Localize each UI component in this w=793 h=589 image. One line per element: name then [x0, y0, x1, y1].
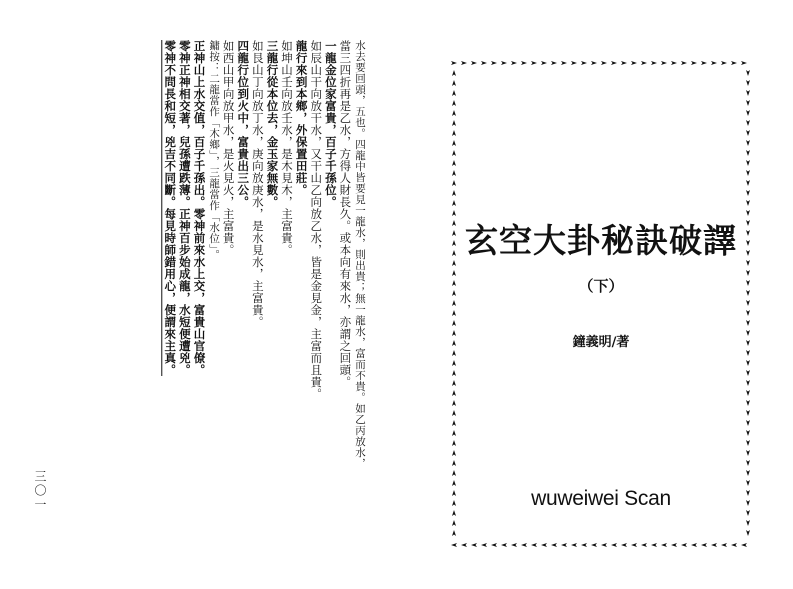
text-column: 如艮山丁向放丁水，庚向放庚水，是水見水，主富貴。: [250, 40, 265, 328]
text-column: 正神山上水交值，百子千孫出。零神前來水上交，富貴山官僚。: [192, 40, 207, 376]
text-column: 如辰山干向放干水，又干山乙向放乙水，皆是金見金，主富而且貴。: [309, 40, 324, 400]
text-column: 龍行來到本鄉，外保置田莊。: [294, 40, 309, 196]
text-column: 四龍行位到火中，富貴出三公。: [236, 40, 251, 208]
text-column: 如西山甲向放甲水，是火見火，主富貴。: [221, 40, 236, 256]
text-column: 三龍行從本位去，金玉家無數。: [265, 40, 280, 208]
author-line: 鐘義明/著: [572, 335, 630, 350]
book-cover: [448, 57, 754, 551]
text-column: 如坤山壬向放壬水，是木見木，主富貴。: [280, 40, 295, 256]
text-column: 當三四折再是乙水，方得人財長久。或本向有來水，亦謂之回頭。: [338, 40, 353, 388]
text-column: 零神不問長和短，兇吉不同斷。每見時師錯用心，便謂來主真。: [163, 40, 178, 376]
text-column: 鏞按：二龍當作「木鄉」，三龍當作「水位」。: [208, 40, 221, 261]
book-title: 玄空大卦秘訣破譯: [465, 221, 737, 260]
text-column: 一龍金位家富貴，百子千孫位。: [323, 40, 338, 208]
left-page-text: [52, 40, 367, 510]
scan-credit: wuweiwei Scan: [531, 487, 671, 510]
page-number: 三〇一: [33, 470, 47, 512]
volume-label: （下）: [578, 277, 624, 295]
decorative-border: [448, 57, 754, 551]
text-column: 水去要回頭，五也。四龍中皆要見一龍水，則出貴；無一龍水，富而不貴。如乙丙放水，: [354, 40, 366, 469]
text-column: 零神正神相交著，兒孫遭跌薄。正神百步始成龍，水短便遭兇。: [177, 40, 192, 376]
